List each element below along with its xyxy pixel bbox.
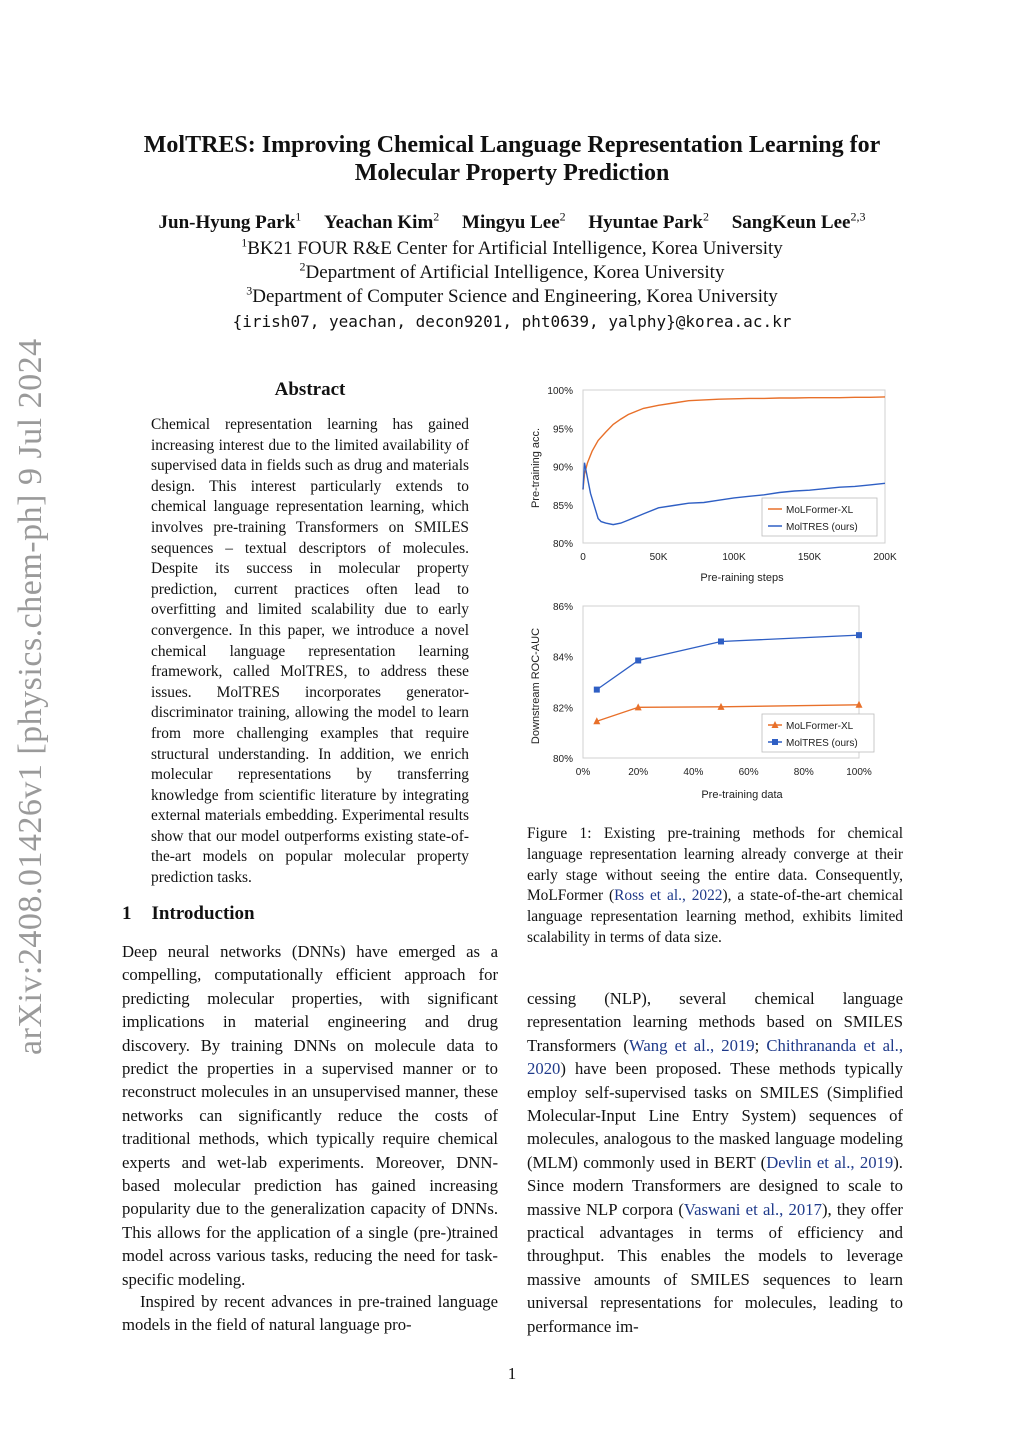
y-tick-label: 85% bbox=[552, 500, 573, 512]
intro-paragraph-continued: cessing (NLP), several chemical language representation learning methods based on SMILES Transformers (Wang et al., 2019; Chithrananda et al., 2020) have been proposed. These methods typically employ self-supervised tasks on SMILES (Simplified Molecular-Input Line Entry System) sequences of molecules, analogous to the masked language modeling (MLM) commonly used in BERT (Devlin et al., 2019). Since modern Transformers are designed to scale to massive NLP corpora (Vaswani et al., 2017), they offer practical advantages in terms of efficiency and throughput. This enables the models to leverage massive amounts of SMILES sequences to learn universal representations for molecules, leading to performance im- bbox=[527, 989, 903, 1336]
data-point-square bbox=[635, 657, 641, 663]
x-axis-label: Pre-training data bbox=[701, 789, 783, 801]
y-axis-label: Pre-training acc. bbox=[530, 427, 542, 509]
y-axis-label: Downstream ROC-AUC bbox=[530, 627, 542, 745]
paper-title bbox=[90, 131, 934, 187]
legend-label: MolTRES (ours) bbox=[786, 738, 858, 749]
author: Jun-Hyung Park$^1$ bbox=[158, 209, 302, 233]
y-tick-label: 95% bbox=[552, 424, 573, 436]
x-tick-label: 150K bbox=[797, 552, 822, 563]
legend bbox=[762, 498, 877, 536]
affiliation-1: $^1$BK21 FOUR R&E Center for Artificial Intelligence, Korea University bbox=[241, 235, 783, 259]
legend-marker bbox=[772, 739, 778, 745]
intro-paragraph-1: Deep neural networks (DNNs) have emerged as a compelling, computationally efficient approach for predicting molecular properties, with significant implications in material engineering and drug discovery. By training DNNs on molecule data to predict the properties in a supervised manner or to reconstruct molecules in an unsupervised manner, these networks can significantly reduce the costs of traditional methods, which typically require chemical experts and wet-lab experiments. Moreover, DNN-based molecular prediction has gained increasing popularity due to the generalization capacity of DNNs. This allows for the application of a single (pre-)trained model across various tasks, reducing the need for task-specific modeling. bbox=[122, 942, 498, 1289]
arxiv-identifier: arXiv:2408.01426v1 [physics.chem-ph] 9 Jul 2024 bbox=[12, 338, 49, 1055]
x-tick-label: 40% bbox=[683, 767, 704, 778]
x-tick-label: 200K bbox=[873, 552, 897, 563]
abstract-heading: Abstract bbox=[274, 379, 346, 400]
affiliation-3: $^3$Department of Computer Science and Engineering, Korea University bbox=[246, 283, 778, 307]
x-tick-label: 0 bbox=[580, 552, 586, 563]
data-point-square bbox=[856, 632, 862, 638]
x-tick-label: 0% bbox=[575, 767, 591, 778]
author: Yeachan Kim$^2$ bbox=[324, 209, 440, 233]
citation-link[interactable]: Ross et al., 2022 bbox=[614, 887, 723, 905]
title-line-1: MolTRES: Improving Chemical Language Representation Learning for bbox=[143, 132, 881, 158]
page-number: 1 bbox=[507, 1364, 517, 1383]
chart-2 bbox=[530, 602, 874, 801]
citation-link[interactable]: Chithrananda et al., 2020 bbox=[527, 1035, 903, 1079]
x-tick-label: 50K bbox=[649, 552, 668, 563]
y-tick-label: 80% bbox=[552, 754, 573, 765]
author-list bbox=[90, 209, 934, 234]
figure-1-charts bbox=[525, 378, 915, 808]
x-tick-label: 100% bbox=[846, 767, 872, 778]
y-tick-label: 82% bbox=[552, 703, 573, 715]
legend-label: MoLFormer-XL bbox=[786, 505, 854, 516]
y-tick-label: 100% bbox=[547, 386, 573, 397]
data-point-square bbox=[594, 687, 600, 693]
section-heading-introduction: 1 Introduction bbox=[122, 903, 255, 924]
x-tick-label: 20% bbox=[628, 767, 649, 778]
figure-1 bbox=[525, 378, 915, 808]
x-axis-label: Pre-raining steps bbox=[700, 572, 784, 584]
y-tick-label: 80% bbox=[552, 539, 573, 550]
data-point-square bbox=[718, 638, 724, 644]
citation-link[interactable]: Devlin et al., 2019 bbox=[766, 1152, 894, 1172]
x-tick-label: 60% bbox=[738, 767, 759, 778]
legend-label: MoLFormer-XL bbox=[786, 721, 854, 732]
affiliation-2: $^2$Department of Artificial Intelligence, Korea University bbox=[299, 259, 725, 283]
title-line-2: Molecular Property Prediction bbox=[354, 160, 670, 186]
abstract-body: Chemical representation learning has gained increasing interest due to the limited availability of supervised data in fields such as drug and materials design. This interest particularly extends to chemical language representation learning, which involves pre-training Transformers on SMILES sequences – textual descriptors of molecules. Despite its success in molecular property prediction, current practices often lead to overfitting and limited scalability due to early convergence. In this paper, we introduce a novel chemical language representation learning framework, called MolTRES, to address these issues. MolTRES incorporates generator-discriminator training, allowing the model to learn from more challenging examples that require structural understanding. In addition, we enrich molecular representations by transferring knowledge from scientific literature by integrating external materials embedding. Experimental results show that our model outperforms existing state-of-the-art models on popular molecular property prediction tasks. bbox=[151, 416, 469, 887]
y-tick-label: 84% bbox=[552, 652, 573, 664]
author: Mingyu Lee$^2$ bbox=[462, 209, 566, 233]
chart-1 bbox=[530, 386, 897, 584]
legend-label: MolTRES (ours) bbox=[786, 522, 858, 533]
series-line-molformer-xl bbox=[583, 397, 885, 490]
figure-1-caption: Figure 1: Existing pre-training methods for chemical language representation learning already converge at their early stage without seeing the entire data. Consequently, MoLFormer (Ross et al., 2022), a state-of-the-art chemical language representation learning method, exhibits limited scalability in terms of data size. bbox=[527, 825, 903, 946]
author-emails: {irish07, yeachan, decon9201, pht0639, yalphy}@korea.ac.kr bbox=[232, 312, 792, 331]
x-tick-label: 80% bbox=[793, 767, 814, 778]
y-tick-label: 90% bbox=[552, 462, 573, 474]
y-tick-label: 86% bbox=[552, 602, 573, 613]
legend bbox=[762, 714, 874, 752]
citation-link[interactable]: Vaswani et al., 2017 bbox=[683, 1199, 822, 1219]
intro-paragraph-2: Inspired by recent advances in pre-trained language models in the field of natural language pro- bbox=[122, 1292, 498, 1335]
x-tick-label: 100K bbox=[722, 552, 746, 563]
author: Hyuntae Park$^2$ bbox=[588, 209, 709, 233]
author: SangKeun Lee$^{2,3}$ bbox=[731, 209, 866, 233]
citation-link[interactable]: Wang et al., 2019 bbox=[628, 1035, 755, 1055]
